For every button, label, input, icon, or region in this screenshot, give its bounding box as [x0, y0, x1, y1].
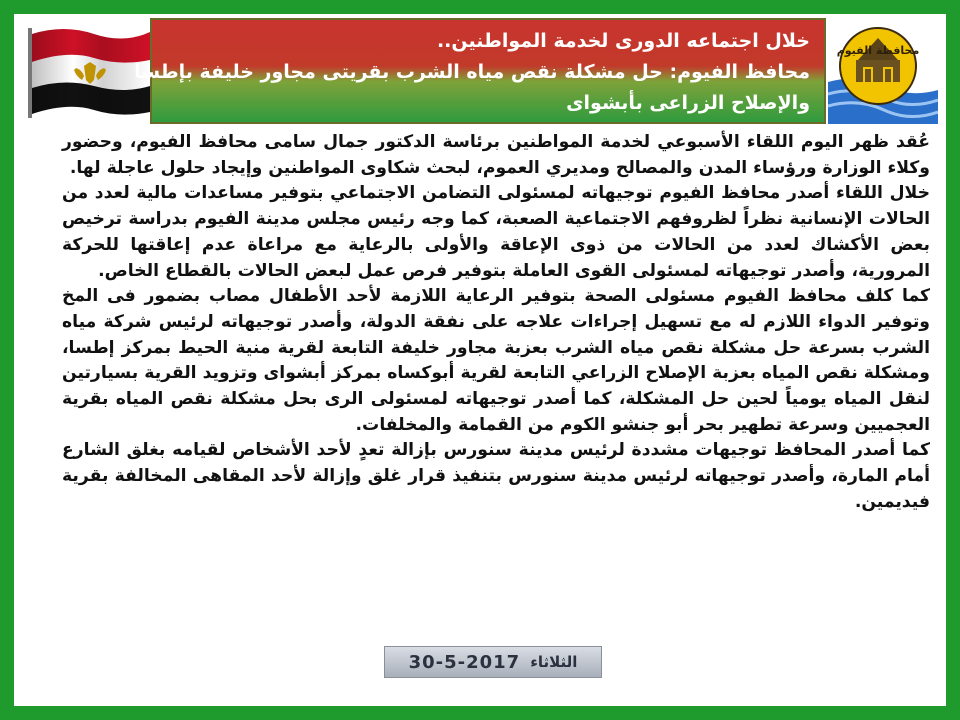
logo-label: محافظة الفيوم [836, 44, 920, 57]
article-body [62, 130, 930, 516]
date-value: 30-5-2017 [408, 651, 521, 673]
headline-line-2: محافظ الفيوم: حل مشكلة نقص مياه الشرب بقريتى مجاور خليفة بإطسا [134, 61, 810, 83]
paragraph: خلال اللقاء أصدر محافظ الفيوم توجيهاته لمسئولى التضامن الاجتماعي بتوفير مساعدات مالية لعدد من الحالات الإنسانية نظراً لظروفهم الاجتماعية الصعبة، كما وجه رئيس مجلس مدينة الفيوم بدراسة ترخيص بعض الأكشاك لعدد من الحالات من ذوى الإعاقة والأولى بالرعاية مع مراعاة عدم إعاقتها للحركة المرورية، وأصدر توجيهاته لمسئولى القوى العاملة بتوفير فرص عمل لبعض الحالات بالقطاع الخاص. [62, 183, 930, 281]
date-badge [384, 646, 602, 678]
date-day: الثلاثاء [530, 653, 578, 671]
paragraph: كما كلف محافظ الفيوم مسئولى الصحة بتوفير الرعاية اللازمة لأحد الأطفال مصاب بضمور فى المخ وتوفير الدواء اللازم له مع تسهيل إجراءات علاجه على نفقة الدولة، وأصدر توجيهاته لرئيس شركة مياه الشرب بسرعة حل مشكلة نقص مياه الشرب بعزبة مجاور خليفة التابعة لقرية منية الحيط بمركز إطسا، ومشكلة نقص المياه بعزبة الإصلاح الزراعي التابعة لقرية أبوكساه بمركز أبشواى وتزويد القرية بسيارتين لنقل المياه يومياً لحين حل المشكلة، كما أصدر توجيهاته لمسئولى الرى بحل مشكلة نقص المياه بقرية العجميين وسرعة تطهير بحر أبو جنشو الكوم من القمامة والمخلفات. [62, 286, 930, 435]
news-page [14, 14, 946, 706]
paragraph: عُقد ظهر اليوم اللقاء الأسبوعي لخدمة المواطنين برئاسة الدكتور جمال سامى محافظ الفيوم، وحضور وكلاء الوزارة ورؤساء المدن والمصالح ومديري العموم، لبحث شكاوى المواطنين وإيجاد حلول عاجلة لها. [62, 132, 930, 178]
governorate-logo-icon [828, 20, 938, 124]
headline-banner [134, 18, 826, 124]
headline-line-3: والإصلاح الزراعى بأبشواى [566, 92, 810, 114]
headline-line-1: خلال اجتماعه الدورى لخدمة المواطنين.. [436, 30, 810, 52]
paragraph: كما أصدر المحافظ توجيهات مشددة لرئيس مدينة سنورس بإزالة تعدٍ لأحد الأشخاص لقيامه بغلق الشارع أمام المارة، وأصدر توجيهاته لرئيس مدينة سنورس بتنفيذ قرار غلق وإزالة لأحد المقاهى المخالفة بقرية فيديمين. [62, 440, 930, 512]
